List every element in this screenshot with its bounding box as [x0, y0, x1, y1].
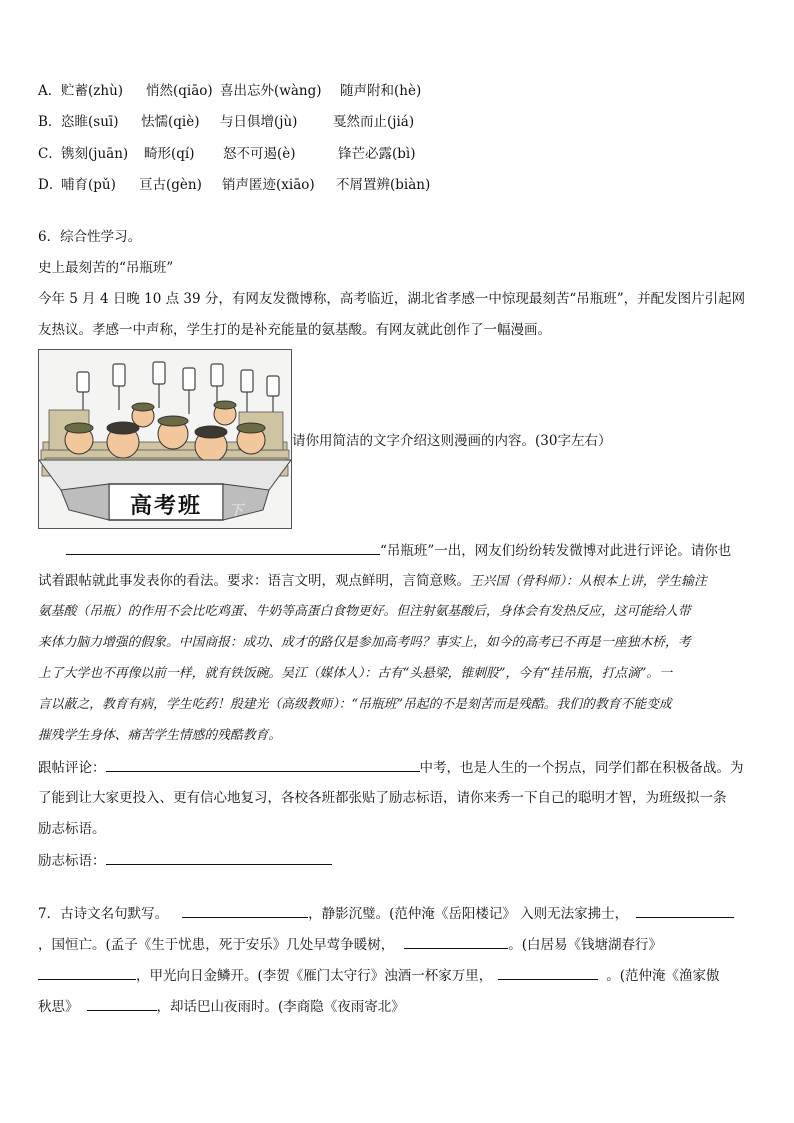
q6-intro-line2: 友热议。孝感一中声称，学生打的是补充能量的氨基酸。有网友就此创作了一幅漫画。 [38, 322, 551, 338]
option-c: C． 镌刻(juān) 畸形(qí) 怒不可遏(è) 锋芒必露(bì) [38, 146, 416, 162]
q7-line3: ，甲光向日金鳞开。(李贺《雁门太守行》浊酒一杯家万里， 。(范仲淹《渔家傲 [38, 965, 720, 986]
q7-blank-1[interactable] [182, 903, 308, 918]
comic-image [38, 349, 292, 529]
quote-line-5: 摧残学生身体、痛苦学生情感的残酷教育。 [38, 728, 282, 743]
quote-line-1: 氨基酸（吊瓶）的作用不会比吃鸡蛋、牛奶等高蛋白食物更好。但注射氨基酸后，身体会有发热反应，这可能给人带 [38, 604, 691, 619]
comic-answer-row: “吊瓶班”一出，网友们纷纷转发微博对此进行评论。请你也 [66, 540, 731, 561]
option-a: A． 贮蓄(zhù) 悄然(qiāo) 喜出忘外(wàng) 随声附和(hè) [38, 83, 422, 99]
slogan-row: 励志标语： [38, 850, 332, 871]
slogan-intro-end: 励志标语。 [38, 821, 106, 837]
q7-line1: 7．古诗文名句默写。 ，静影沉璧。(范仲淹《岳阳楼记》 入则无法家拂士， [38, 903, 734, 924]
q7-blank-2[interactable] [636, 903, 734, 918]
comic-answer-blank[interactable] [66, 540, 380, 555]
q6-heading: 6．综合性学习。 [38, 229, 142, 245]
comic-watermark: 下 [229, 503, 243, 519]
slogan-intro-line: 了能到让大家更投入、更有信心地复习，各校各班都张贴了励志标语，请你来秀一下自己的聪明才智，为班级拟一条 [38, 790, 727, 806]
comic-sign-label: 高考班 [129, 494, 202, 519]
q6-title: 史上最刻苦的“吊瓶班” [38, 260, 174, 276]
option-b: B． 恣睢(suī) 怯懦(qiè) 与日俱增(jù) 戛然而止(jiá) [38, 114, 415, 130]
iv-bottles [77, 362, 279, 420]
q7-blank-5[interactable] [498, 965, 598, 980]
q7-line4: 秋思》 ，却话巴山夜雨时。(李商隐《夜雨寄北》 [38, 996, 405, 1017]
option-d: D． 哺育(pǔ) 亘古(gèn) 销声匿迹(xiāo) 不屑置辨(biàn) [38, 177, 431, 193]
quote-line-3: 上了大学也不再像以前一样，就有铁饭碗。吴江（媒体人）：古有“头悬梁，锥刺股”，今有“挂吊瓶，打点滴”。一 [38, 666, 673, 681]
q7-blank-6[interactable] [87, 996, 157, 1011]
quote-line-2: 来体力脑力增强的假象。中国商报：成功、成才的路仅是参加高考吗？事实上，如今的高考已不再是一座独木桥，考 [38, 635, 691, 650]
comment-instruction-row: 试着跟帖就此事发表你的看法。要求：语言文明，观点鲜明，言简意赅。王兴国（骨科师）：从根本上讲，学生输注 [38, 573, 707, 589]
q7-blank-3[interactable] [404, 934, 508, 949]
q7-line2: ，国恒亡。(孟子《生于忧患，死于安乐》几处早莺争暖树， 。(白居易《钱塘湖春行》 [38, 934, 662, 955]
slogan-blank[interactable] [106, 850, 332, 865]
quote-line-4: 言以蔽之，教育有病，学生吃药！殷建光（高级教师）：“吊瓶班”吊起的不是刻苦而是残酷。我们的教育不能变成 [38, 697, 672, 712]
q6-intro-line1: 今年 5 月 4 日晚 10 点 39 分，有网友发微博称，高考临近，湖北省孝感一中惊现最刻苦“吊瓶班”，并配发图片引起网 [38, 291, 746, 307]
q7-blank-4[interactable] [38, 965, 136, 980]
comment-row: 跟帖评论： 中考，也是人生的一个拐点，同学们都在积极备战。为 [38, 757, 744, 778]
comment-blank[interactable] [106, 757, 420, 772]
comic-question: 请你用简洁的文字介绍这则漫画的内容。(30字左右） [292, 433, 612, 449]
